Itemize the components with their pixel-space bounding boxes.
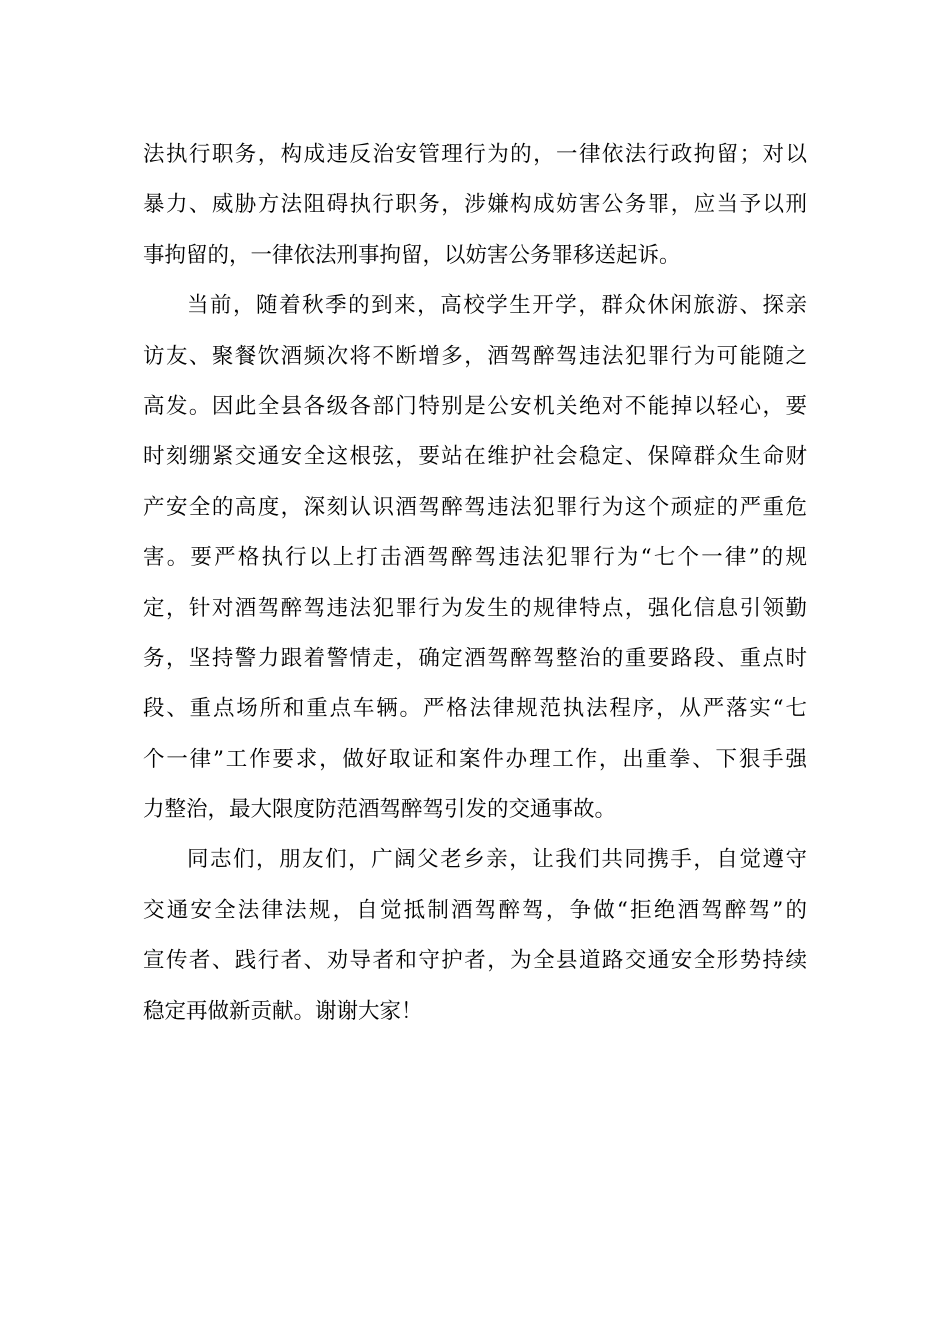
text-line: 时刻绷紧交通安全这根弦，要站在维护社会稳定、保障群众生命财 [143,444,807,470]
text-line: 力整治，最大限度防范酒驾醉驾引发的交通事故。 [143,797,617,823]
text-line: 同志们，朋友们，广阔父老乡亲，让我们共同携手，自觉遵守 [187,847,807,873]
text-line: 暴力、威胁方法阻碍执行职务，涉嫌构成妨害公务罪，应当予以刑 [143,192,807,218]
text-line: 段、重点场所和重点车辆。严格法律规范执法程序，从严落实“七 [143,696,807,722]
body-text [143,130,807,1037]
text-line: 定，针对酒驾醉驾违法犯罪行为发生的规律特点，强化信息引领勤 [143,595,807,621]
text-line: 产安全的高度，深刻认识酒驾醉驾违法犯罪行为这个顽症的严重危 [143,494,807,520]
text-line: 交通安全法律法规，自觉抵制酒驾醉驾，争做“拒绝酒驾醉驾”的 [143,897,807,923]
paragraph-3 [143,835,807,1037]
paragraph-1 [143,130,807,281]
text-line: 高发。因此全县各级各部门特别是公安机关绝对不能掉以轻心，要 [143,393,807,419]
text-line: 访友、聚餐饮酒频次将不断增多，酒驾醉驾违法犯罪行为可能随之 [143,343,807,369]
text-line: 害。要严格执行以上打击酒驾醉驾违法犯罪行为“七个一律”的规 [143,545,807,571]
text-line: 个一律”工作要求，做好取证和案件办理工作，出重拳、下狠手强 [143,746,807,772]
text-line: 当前，随着秋季的到来，高校学生开学，群众休闲旅游、探亲 [187,293,807,319]
text-line: 稳定再做新贡献。谢谢大家！ [143,998,423,1024]
text-line: 务，坚持警力跟着警情走，确定酒驾醉驾整治的重要路段、重点时 [143,645,807,671]
text-line: 事拘留的，一律依法刑事拘留，以妨害公务罪移送起诉。 [143,242,681,268]
text-line: 法执行职务，构成违反治安管理行为的，一律依法行政拘留；对以 [143,142,807,167]
paragraph-2 [143,281,807,835]
text-line: 宣传者、践行者、劝导者和守护者，为全县道路交通安全形势持续 [143,948,807,974]
